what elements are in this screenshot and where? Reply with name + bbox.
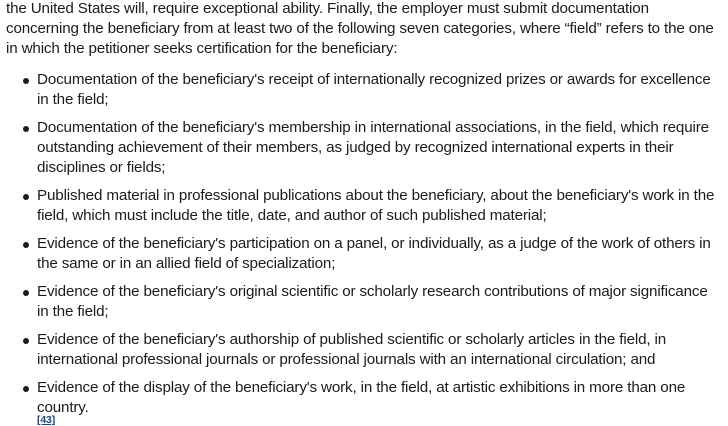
criterion-text: Published material in professional publications about the beneficiary, about the beneficiary's work in the field, which must include the title, date, and author of such published material;	[37, 187, 715, 224]
list-item	[6, 234, 722, 274]
bullet-icon	[23, 194, 29, 200]
document-body	[6, 0, 722, 426]
bullet-icon	[23, 78, 29, 84]
bullet-icon	[23, 290, 29, 296]
list-item	[6, 186, 722, 226]
criterion-text: Evidence of the display of the beneficiary's work, in the field, at artistic exhibitions in more than one country.	[37, 379, 686, 416]
bullet-icon	[23, 126, 29, 132]
list-item	[6, 70, 722, 110]
criterion-text: Documentation of the beneficiary's receipt of internationally recognized prizes or awards for excellence in the field;	[37, 71, 711, 108]
footnote-link[interactable]: [43]	[37, 414, 56, 426]
intro-paragraph: the United States will, require exceptional ability. Finally, the employer must submit documentation concerning the beneficiary from at least two of the following seven categories, where “field” refers to the one in which the petitioner seeks certification for the beneficiary:	[6, 0, 714, 57]
criterion-text: Evidence of the beneficiary's original scientific or scholarly research contributions of major significance in the field;	[37, 283, 708, 320]
bullet-icon	[23, 242, 29, 248]
criterion-text: Evidence of the beneficiary's authorship of published scientific or scholarly articles in the field, in international professional journals or professional journals with an international circulation; and	[37, 331, 667, 368]
criterion-text: Documentation of the beneficiary's membership in international associations, in the field, which require outstanding achievement of their members, as judged by recognized international experts in their disciplines or fields;	[37, 119, 709, 176]
bullet-icon	[23, 338, 29, 344]
list-item	[6, 118, 722, 178]
list-item	[6, 378, 722, 426]
bullet-icon	[23, 386, 29, 392]
criterion-text: Evidence of the beneficiary's participation on a panel, or individually, as a judge of the work of others in the same or in an allied field of specialization;	[37, 235, 711, 272]
list-item	[6, 282, 722, 322]
list-item	[6, 330, 722, 370]
criteria-list	[6, 70, 722, 426]
